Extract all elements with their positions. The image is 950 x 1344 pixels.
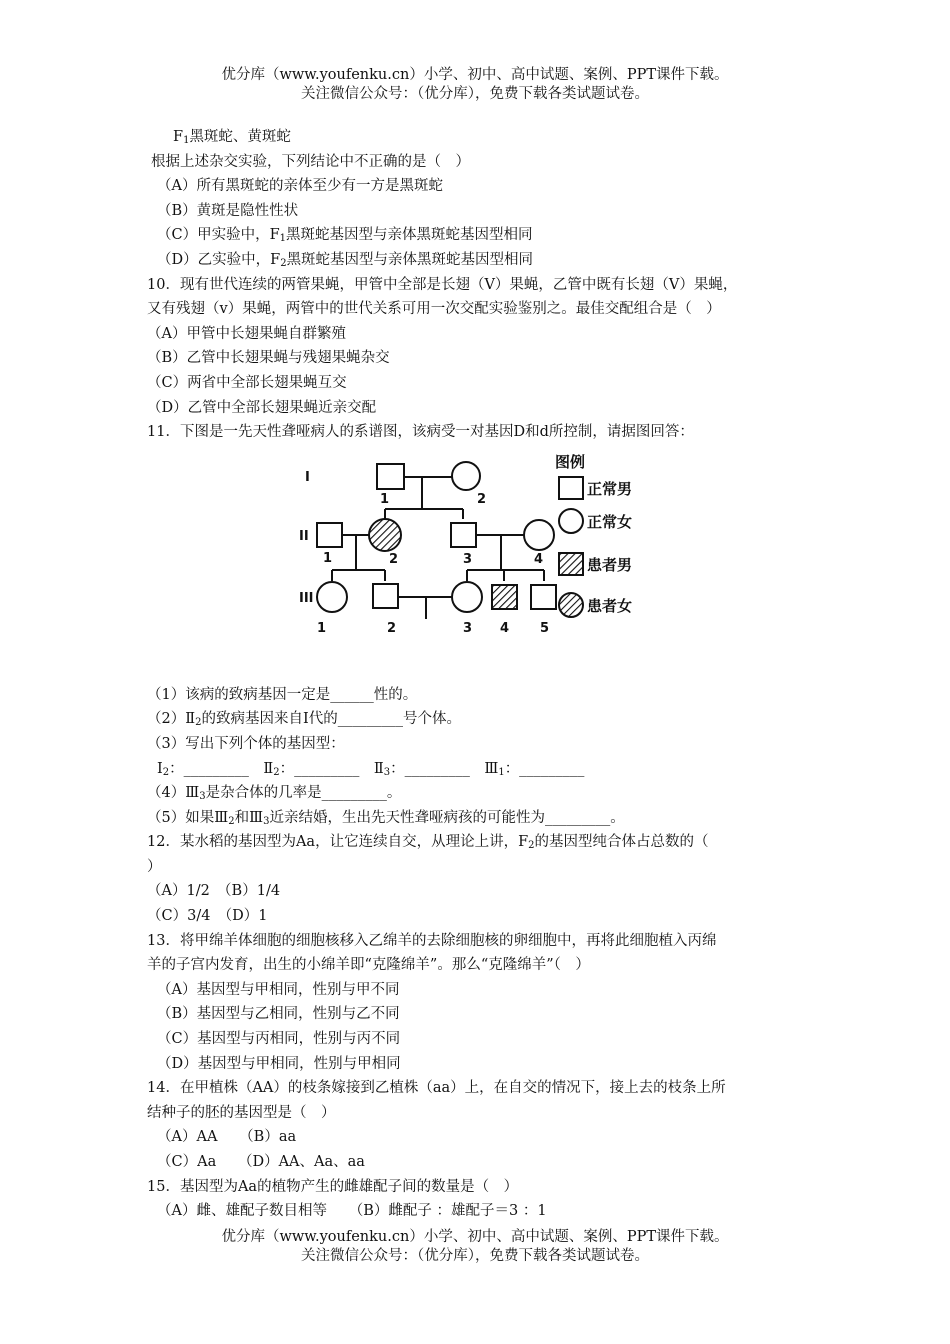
num-ii2: 2 — [389, 551, 399, 567]
pedigree-iii5-normal-male — [531, 585, 556, 609]
q15-options-ab: （A）雌、雄配子数目相等 （B）雌配子 ：雄配子＝3 ：1 — [157, 1203, 547, 1220]
q11-stem: 11．下图是一先天性聋哑病人的系谱图，该病受一对基因D和d所控制，请据图回答： — [147, 424, 694, 441]
genotype-ii3: $Ⅱ_3$：_________ — [373, 760, 470, 778]
genotype-i2: $I_2$：_________ — [157, 760, 249, 778]
header-line-1: 优分库（www.youfenku.cn）小学、初中、高中试题、案例、PPT课件下载。 — [221, 67, 729, 83]
header-line-2: 关注微信公众号：（优分库），免费下载各类试题试卷。 — [301, 86, 649, 102]
q10-option-a: （A）甲管中长翅果蝇自群繁殖 — [147, 325, 346, 342]
pedigree-i2-normal-female — [452, 462, 480, 490]
q10-option-c: （C）两省中全部长翅果蝇互交 — [147, 374, 347, 391]
page-footer — [0, 1228, 950, 1266]
pedigree-chart — [297, 449, 667, 679]
footer-line-1: 优分库（www.youfenku.cn）小学、初中、高中试题、案例、PPT课件下载。 — [221, 1229, 729, 1245]
pedigree-i1-normal-male — [377, 464, 404, 489]
legend-normal-male: 正常男 — [587, 479, 633, 498]
q12-options-ab: （A）1/2 （B）1/4 — [147, 883, 281, 900]
num-i2: 2 — [477, 491, 487, 507]
legend-title: 图例 — [555, 452, 586, 471]
num-iii2: 2 — [387, 620, 397, 636]
pedigree-ii2-affected-female — [369, 519, 401, 551]
num-i1: 1 — [380, 491, 390, 507]
q9-option-c: （C）甲实验中，$F_1$黑斑蛇基因型与亲体黑斑蛇基因型相同 — [157, 227, 533, 245]
document-body — [147, 125, 815, 1224]
q9-option-a: （A）所有黑斑蛇的亲体至少有一方是黑斑蛇 — [157, 178, 443, 195]
num-iii4: 4 — [500, 620, 510, 636]
num-ii4: 4 — [534, 551, 544, 567]
q13-option-c: （C）基因型与丙相同，性别与丙不同 — [157, 1031, 401, 1048]
num-iii1: 1 — [317, 620, 327, 636]
pedigree-iii3-normal-female — [452, 582, 482, 612]
q9-option-d: （D）乙实验中，$F_2$黑斑蛇基因型与亲体黑斑蛇基因型相同 — [157, 251, 534, 269]
pedigree-ii4-normal-female — [524, 520, 554, 550]
num-ii3: 3 — [463, 551, 473, 567]
q14-options-ab: （A）AA （B）aa — [157, 1129, 297, 1146]
pedigree-ii1-normal-male — [317, 523, 342, 547]
legend-affected-male-icon — [559, 553, 583, 575]
q11-part-2: $(2)Ⅱ_2$的致病基因来自Ⅰ代的_________号个体。 — [147, 711, 461, 729]
q15-stem: 15．基因型为Aa的植物产生的雌雄配子间的数量是（ ） — [147, 1178, 519, 1195]
q13-option-d: （D）基因型与甲相同，性别与甲相同 — [157, 1055, 401, 1072]
q10-stem-line-2: 又有残翅（v）果蝇，两管中的世代关系可用一次交配实验鉴别之。最佳交配组合是（ ） — [147, 301, 721, 318]
legend-normal-female-icon — [559, 509, 583, 533]
q11-part-1: （1）该病的致病基因一定是______性的。 — [147, 686, 418, 703]
gen-label-iii: III — [299, 590, 314, 606]
legend-affected-male: 患者男 — [587, 555, 633, 574]
q10-option-b: （B）乙管中长翅果蝇与残翅果蝇杂交 — [147, 350, 390, 367]
gen-label-ii: II — [299, 528, 309, 544]
pedigree-figure — [147, 445, 815, 683]
q13-stem-line-2: 羊的子宫内发育，出生的小绵羊即“克隆绵羊”。那么“克隆绵羊”（ ） — [147, 957, 590, 974]
genotype-iii1: $Ⅲ_1$：_________ — [484, 760, 585, 778]
q13-option-a: （A）基因型与甲相同，性别与甲不同 — [157, 981, 400, 998]
num-iii5: 5 — [540, 620, 550, 636]
legend-normal-male-icon — [559, 477, 583, 499]
q10-stem-line-1: 10．现有世代连续的两管果蝇，甲管中全部是长翅（V）果蝇，乙管中既有长翅（V）果蝇， — [147, 276, 738, 293]
q12-stem: 12．某水稻的基因型为Aa，让它连续自交，从理论上讲，$F_2$的基因型纯合体占总数的（ — [147, 834, 709, 852]
q11-part-5: （5）如果$Ⅲ_2$和$Ⅲ_3$近亲结婚，生出先天性聋哑病孩的可能性为_________。 — [147, 809, 625, 827]
q12-options-cd: （C）3/4 （D）1 — [147, 908, 268, 925]
q11-genotype-line — [147, 757, 815, 782]
q9-option-b: （B）黄斑是隐性性状 — [157, 202, 299, 219]
pedigree-iii4-affected-male — [492, 585, 517, 609]
q11-part-3: （3）写出下列个体的基因型： — [147, 735, 345, 752]
genotype-ii2: $Ⅱ_2$：_________ — [263, 760, 360, 778]
q9-stem: 根据上述杂交实验，下列结论中不正确的是（ ） — [151, 153, 470, 170]
q11-part-4: $(4)Ⅲ_3$是杂合体的几率是_________。 — [147, 785, 402, 803]
q12-stem-close: ） — [147, 858, 162, 875]
pedigree-iii2-normal-male — [373, 584, 398, 608]
q14-stem-line-1: 14．在甲植株（AA）的枝条嫁接到乙植株（aa）上，在自交的情况下，接上去的枝条上所 — [147, 1080, 726, 1097]
gen-label-i: I — [305, 469, 310, 485]
pedigree-ii3-normal-male — [451, 523, 476, 547]
page-header — [0, 66, 950, 104]
legend-affected-female-icon — [559, 593, 583, 617]
q14-stem-line-2: 结种子的胚的基因型是（ ） — [147, 1104, 336, 1121]
legend-normal-female: 正常女 — [587, 512, 633, 531]
num-ii1: 1 — [323, 550, 333, 566]
q13-option-b: （B）基因型与乙相同，性别与乙不同 — [157, 1006, 400, 1023]
q9-f1-line: $F_1$黑斑蛇、黄斑蛇 — [173, 129, 291, 146]
pedigree-iii1-normal-female — [317, 582, 347, 612]
legend-affected-female: 患者女 — [587, 596, 633, 615]
q10-option-d: （D）乙管中全部长翅果蝇近亲交配 — [147, 399, 377, 416]
footer-line-2: 关注微信公众号：（优分库），免费下载各类试题试卷。 — [301, 1248, 649, 1264]
num-iii3: 3 — [463, 620, 473, 636]
q14-options-cd: （C）Aa （D）AA、Aa、aa — [157, 1154, 365, 1170]
q13-stem-line-1: 13．将甲绵羊体细胞的细胞核移入乙绵羊的去除细胞核的卵细胞中，再将此细胞植入丙绵 — [147, 932, 717, 949]
